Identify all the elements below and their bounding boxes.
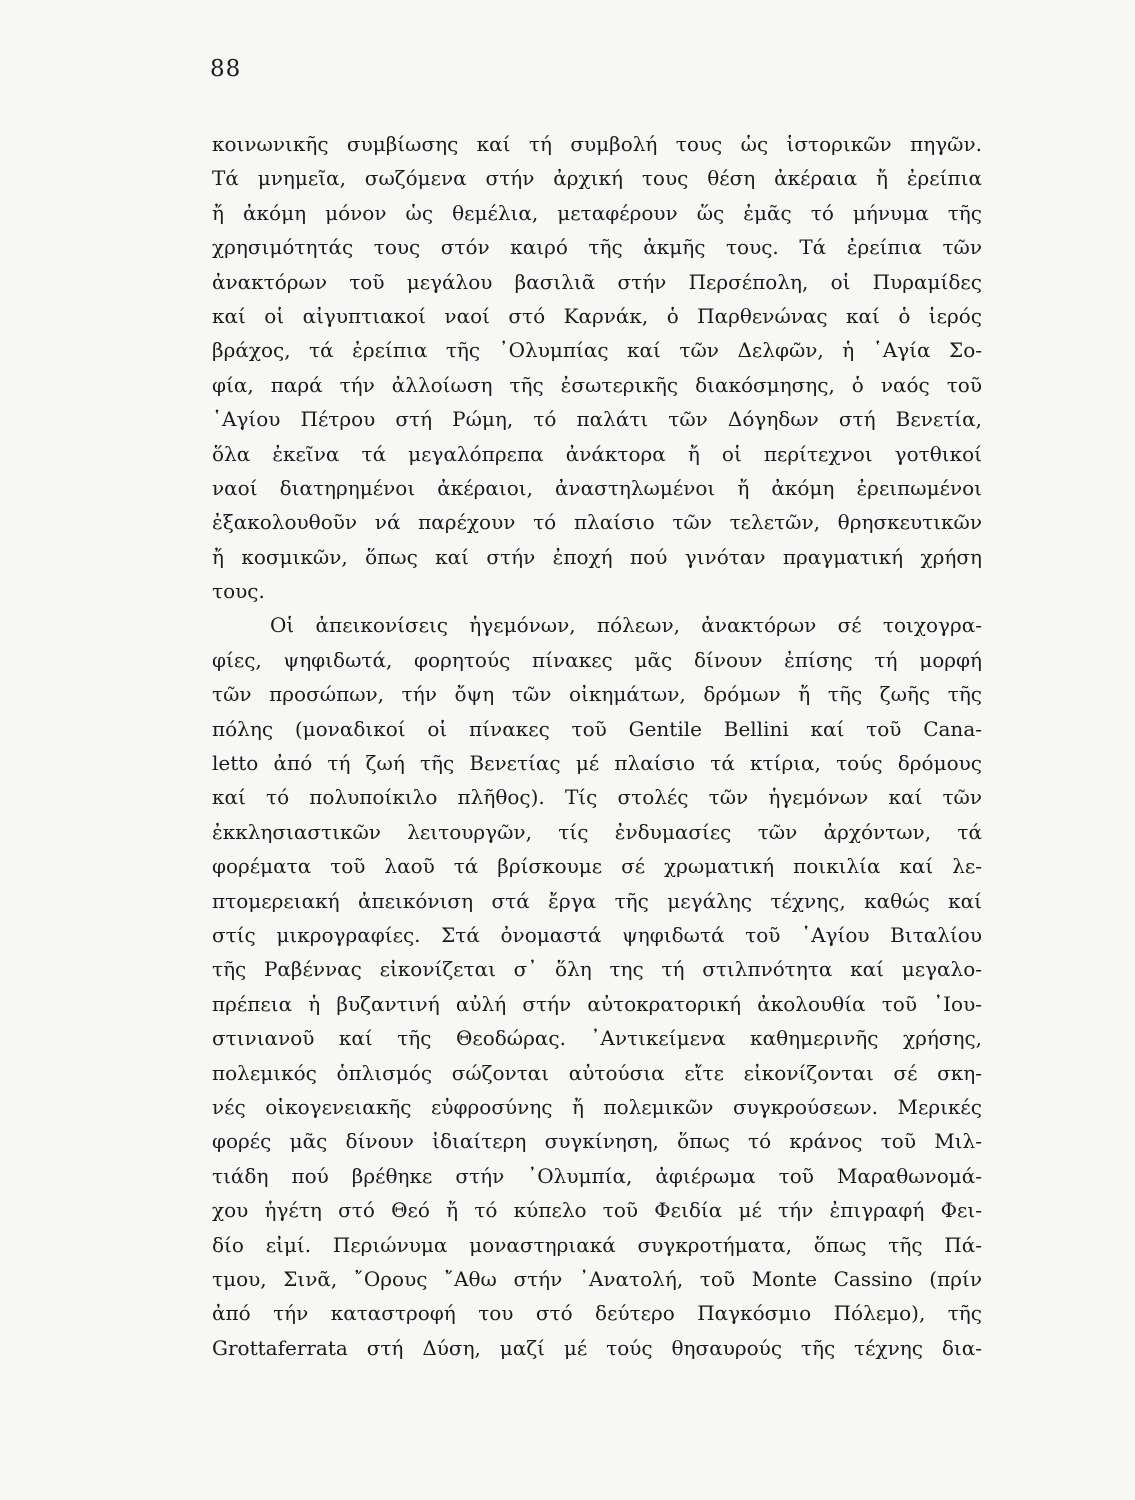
text-line: δίο εἰμί. Περιώνυμα μοναστηριακά συγκροτήματα, ὅπως τῆς Πά- <box>212 1232 982 1257</box>
text-line: καί τό πολυποίκιλο πλῆθος). Τίς στολές τῶν ἡγεμόνων καί τῶν <box>212 785 982 810</box>
text-line: ὅλα ἐκεῖνα τά μεγαλόπρεπα ἀνάκτορα ἤ οἱ περίτεχνοι γοτθικοί <box>212 441 982 466</box>
text-line: ἐκκλησιαστικῶν λειτουργῶν, τίς ἐνδυμασίες τῶν ἀρχόντων, τά <box>212 819 982 844</box>
text-line: ἀνακτόρων τοῦ μεγάλου βασιλιᾶ στήν Περσέπολη, οἱ Πυραμίδες <box>212 269 982 294</box>
text-line: ἐξακολουθοῦν νά παρέχουν τό πλαίσιο τῶν τελετῶν, θρησκευτικῶν <box>212 510 982 535</box>
text-line: νές οἰκογενειακῆς εὐφροσύνης ἤ πολεμικῶν συγκρούσεων. Μερικές <box>212 1094 982 1119</box>
text-line: πολεμικός ὁπλισμός σώζονται αὐτούσια εἴτε εἰκονίζονται σέ σκη- <box>212 1060 982 1085</box>
text-line: ναοί διατηρημένοι ἀκέραιοι, ἀναστηλωμένοι ἤ ἀκόμη ἐρειπωμένοι <box>212 475 982 500</box>
text-line: τους. <box>212 579 265 604</box>
text-line: τιάδη πού βρέθηκε στήν ᾿Ολυμπία, ἀφιέρωμα τοῦ Μαραθωνομά- <box>212 1163 982 1188</box>
text-line: στινιανοῦ καί τῆς Θεοδώρας. ᾿Αντικείμενα καθημερινῆς χρήσης, <box>212 1026 982 1051</box>
text-line: πρέπεια ἡ βυζαντινή αὐλή στήν αὐτοκρατορική ἀκολουθία τοῦ ᾿Ιου- <box>212 991 982 1016</box>
text-line: πτομερειακή ἀπεικόνιση στά ἔργα τῆς μεγάλης τέχνης, καθώς καί <box>212 888 982 913</box>
page-number: 88 <box>210 56 242 82</box>
text-line: ἤ κοσμικῶν, ὅπως καί στήν ἐποχή πού γινόταν πραγματική χρήση <box>212 544 982 569</box>
text-line: ῾Αγίου Πέτρου στή Ρώμη, τό παλάτι τῶν Δόγηδων στή Βενετία, <box>212 407 982 432</box>
text-line: κοινωνικῆς συμβίωσης καί τή συμβολή τους ὡς ἱστορικῶν πηγῶν. <box>212 132 982 156</box>
text-line: Grottaferrata στή Δύση, μαζί μέ τούς θησαυρούς τῆς τέχνης δια- <box>212 1335 982 1360</box>
text-line: ἀπό τήν καταστροφή του στό δεύτερο Παγκόσμιο Πόλεμο), τῆς <box>212 1301 982 1326</box>
text-line: πόλης (μοναδικοί οἱ πίνακες τοῦ Gentile Bellini καί τοῦ Cana- <box>212 716 982 741</box>
text-line: χρησιμότητάς τους στόν καιρό τῆς ἀκμῆς τους. Τά ἐρείπια τῶν <box>212 235 982 260</box>
text-line: φορές μᾶς δίνουν ἰδιαίτερη συγκίνηση, ὅπως τό κράνος τοῦ Μιλ- <box>212 1129 982 1154</box>
text-line: φία, παρά τήν ἀλλοίωση τῆς ἐσωτερικῆς διακόσμησης, ὁ ναός τοῦ <box>212 372 982 397</box>
text-line: Οἱ ἀπεικονίσεις ἡγεμόνων, πόλεων, ἀνακτόρων σέ τοιχογρα- <box>270 613 982 638</box>
text-line: βράχος, τά ἐρείπια τῆς ᾿Ολυμπίας καί τῶν Δελφῶν, ἡ ῾Αγία Σο- <box>212 338 982 363</box>
text-line: ἤ ἀκόμη μόνον ὡς θεμέλια, μεταφέρουν ὥς ἐμᾶς τό μήνυμα τῆς <box>212 200 982 225</box>
text-line: χου ἡγέτη στό Θεό ἤ τό κύπελο τοῦ Φειδία μέ τήν ἐπιγραφή Φει- <box>212 1198 982 1223</box>
body-text <box>212 127 982 1365</box>
text-line: τμου, Σινᾶ, ῎Ορους ῎Αθω στήν ᾿Ανατολή, τοῦ Monte Cassino (πρίν <box>212 1266 982 1291</box>
text-line: letto ἀπό τή ζωή τῆς Βενετίας μέ πλαίσιο τά κτίρια, τούς δρόμους <box>212 751 982 776</box>
text-line: φορέματα τοῦ λαοῦ τά βρίσκουμε σέ χρωματική ποικιλία καί λε- <box>212 854 982 879</box>
text-line: Τά μνημεῖα, σωζόμενα στήν ἀρχική τους θέση ἀκέραια ἤ ἐρείπια <box>212 166 982 191</box>
text-line: καί οἱ αἰγυπτιακοί ναοί στό Καρνάκ, ὁ Παρθενώνας καί ὁ ἱερός <box>212 303 982 328</box>
text-line: φίες, ψηφιδωτά, φορητούς πίνακες μᾶς δίνουν ἐπίσης τή μορφή <box>212 647 982 672</box>
text-line: στίς μικρογραφίες. Στά ὀνομαστά ψηφιδωτά τοῦ ῾Αγίου Βιταλίου <box>212 922 982 947</box>
text-line: τῆς Ραβέννας εἰκονίζεται σ᾿ ὅλη της τή στιλπνότητα καί μεγαλο- <box>212 957 982 982</box>
text-line: τῶν προσώπων, τήν ὄψη τῶν οἰκημάτων, δρόμων ἤ τῆς ζωῆς τῆς <box>212 682 982 707</box>
